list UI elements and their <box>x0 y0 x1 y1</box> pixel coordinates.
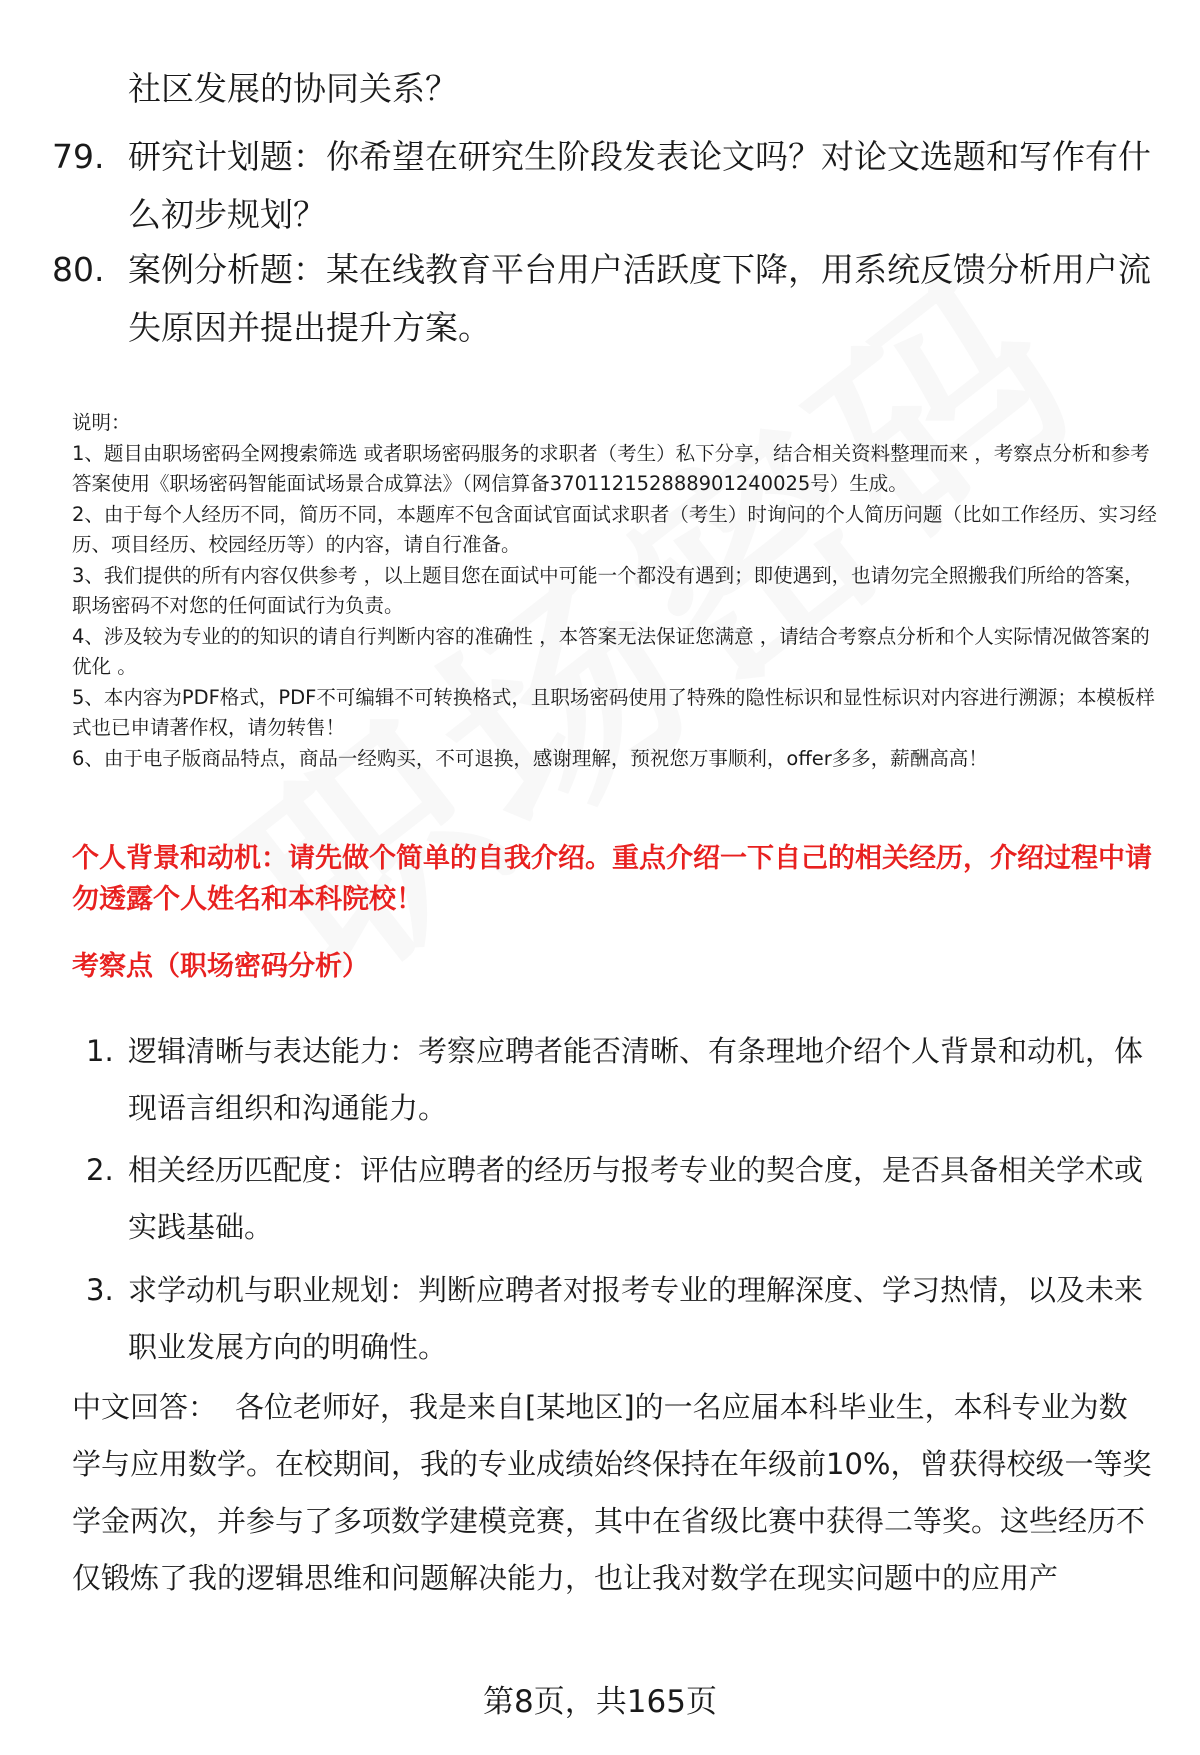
question-number: 79. <box>52 137 105 176</box>
note-item: 5、本内容为PDF格式，PDF不可编辑不可转换格式，且职场密码使用了特殊的隐性标识和显性标识对内容进行溯源；本模板样式也已申请著作权，请勿转售！ <box>72 685 1155 739</box>
answer-section <box>72 1379 1152 1607</box>
answer-text: 各位老师好，我是来自[某地区]的一名应届本科毕业生，本科专业为数学与应用数学。在校期间，我的专业成绩始终保持在年级前10%，曾获得校级一等奖学金两次，并参与了多项数学建模竞赛，其中在省级比赛中获得二等奖。这些经历不仅锻炼了我的逻辑思维和问题解决能力，也让我对数学在现实问题中的应用产 <box>72 1390 1152 1595</box>
analysis-point <box>86 1023 1156 1137</box>
note-item: 2、由于每个人经历不同，简历不同，本题库不包含面试官面试求职者（考生）时询问的个人简历问题（比如工作经历、实习经历、项目经历、校园经历等）的内容，请自行准备。 <box>72 502 1157 556</box>
note-item: 1、题目由职场密码全网搜索筛选 或者职场密码服务的求职者（考生）私下分享，结合相关资料整理而来 ，考察点分析和参考答案使用《职场密码智能面试场景合成算法》（网信算备370112152888901240025号）生成。 <box>72 441 1150 495</box>
note-item: 3、我们提供的所有内容仅供参考 ，以上题目您在面试中可能一个都没有遇到；即使遇到，也请勿完全照搬我们所给的答案，职场密码不对您的任何面试行为负责。 <box>72 563 1144 617</box>
point-text: 求学动机与职业规划：判断应聘者对报考专业的理解深度、学习热情，以及未来职业发展方向的明确性。 <box>128 1273 1144 1364</box>
section-heading: 个人背景和动机：请先做个简单的自我介绍。重点介绍一下自己的相关经历，介绍过程中请勿透露个人姓名和本科院校！ <box>72 843 1152 915</box>
note-item: 6、由于电子版商品特点，商品一经购买，不可退换，感谢理解，预祝您万事顺利，offer多多，薪酬高高！ <box>72 746 988 770</box>
note-item: 4、涉及较为专业的的知识的请自行判断内容的准确性 ，本答案无法保证您满意 ，请结合考察点分析和个人实际情况做答案的优化 。 <box>72 624 1150 678</box>
question-number: 80. <box>52 250 105 289</box>
point-text: 逻辑清晰与表达能力：考察应聘者能否清晰、有条理地介绍个人背景和动机，体现语言组织和沟通能力。 <box>128 1034 1144 1125</box>
point-number: 1. <box>86 1034 114 1068</box>
point-number: 3. <box>86 1273 114 1307</box>
question-continuation: 社区发展的协同关系？ <box>128 69 458 108</box>
question-item <box>52 241 1152 357</box>
answer-label: 中文回答： <box>72 1390 218 1424</box>
notes-title: 说明： <box>72 411 131 434</box>
question-item <box>52 128 1152 244</box>
point-text: 相关经历匹配度：评估应聘者的经历与报考专业的契合度，是否具备相关学术或实践基础。 <box>128 1153 1144 1244</box>
analysis-point <box>86 1142 1156 1256</box>
question-text: 研究计划题：你希望在研究生阶段发表论文吗？对论文选题和写作有什么初步规划？ <box>128 137 1151 234</box>
analysis-heading: 考察点（职场密码分析） <box>72 951 369 982</box>
point-number: 2. <box>86 1153 114 1187</box>
page-footer: 第8页，共165页 <box>483 1684 717 1720</box>
notes-section <box>72 408 1162 774</box>
question-text: 案例分析题：某在线教育平台用户活跃度下降，用系统反馈分析用户流失原因并提出提升方案。 <box>128 250 1151 347</box>
analysis-point <box>86 1262 1156 1376</box>
